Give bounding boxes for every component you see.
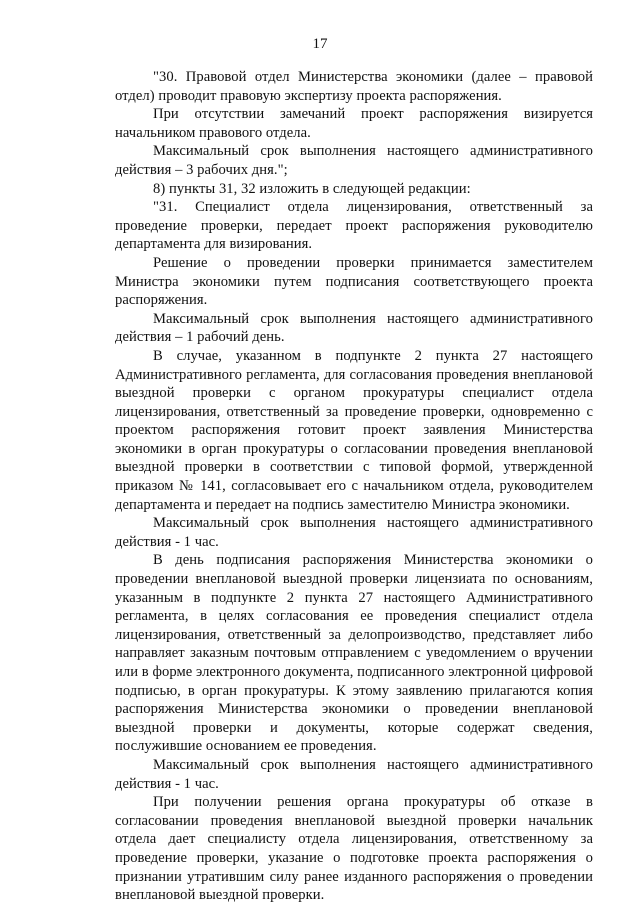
- page-number: 17: [312, 36, 328, 52]
- paragraph-8: В случае, указанном в подпункте 2 пункта 27 настоящего Административного регламента, для согласования проведения внеплановой выездной проверки с органом прокуратуры специалист отдела лицензирования, ответственный за проведение проверки, одновременно с проектом распоряжения готовит проект заявления Министерства экономики в орган прокуратуры о согласовании проведения внеплановой выездной проверки в соответствии с типовой формой, утвержденной приказом № 141, согласовывает его с начальником отдела, руководителем департамента и передает на подпись заместителю Министра экономики.: [115, 347, 593, 513]
- paragraph-1: "30. Правовой отдел Министерства экономики (далее – правовой отдел) проводит правовую экспертизу проекта распоряжения.: [115, 69, 593, 104]
- paragraph-11: Максимальный срок выполнения настоящего административного действия - 1 час.: [115, 756, 593, 792]
- paragraph-5: "31. Специалист отдела лицензирования, ответственный за проведение проверки, передает проект распоряжения руководителю департамента для визирования.: [115, 199, 593, 253]
- paragraph-9: Максимальный срок выполнения настоящего административного действия - 1 час.: [115, 515, 593, 550]
- paragraph-6: Решение о проведении проверки принимается заместителем Министра экономики путем подписания соответствующего проекта распоряжения.: [115, 254, 593, 309]
- paragraph-10: В день подписания распоряжения Министерства экономики о проведении внеплановой выездной проверки лицензиата по основаниям, указанным в подпункте 2 пункта 27 настоящего Административного регламента, в целях согласования ее проведения специалист отдела лицензирования, ответственный за делопроизводство, представляет либо направляет заказным почтовым отправлением с уведомлением о вручении или в форме электронного документа, подписанного электронной цифровой подписью, в орган прокуратуры. К этому заявлению прилагаются копия распоряжения Министерства экономики о проведении внеплановой выездной проверки и документы, которые содержат сведения, послужившие основанием ее проведения.: [115, 552, 593, 755]
- paragraph-2: При отсутствии замечаний проект распоряжения визируется начальником правового отдела.: [115, 106, 593, 141]
- paragraph-12: При получении решения органа прокуратуры об отказе в согласовании проведения внеплановой выездной проверки начальник отдела дает специалисту отдела лицензирования, ответственному за проведение проверки, указание о подготовке проекта распоряжения о признании утратившим силу ранее изданного распоряжения о проведении внеплановой выездной проверки.: [115, 794, 593, 904]
- paragraph-4: 8) пункты 31, 32 изложить в следующей редакции:: [153, 180, 471, 197]
- paragraph-3: Максимальный срок выполнения настоящего административного действия – 3 рабочих дня.";: [115, 143, 593, 178]
- document-body: [115, 68, 593, 905]
- paragraph-7: Максимальный срок выполнения настоящего административного действия – 1 рабочий день.: [115, 310, 593, 346]
